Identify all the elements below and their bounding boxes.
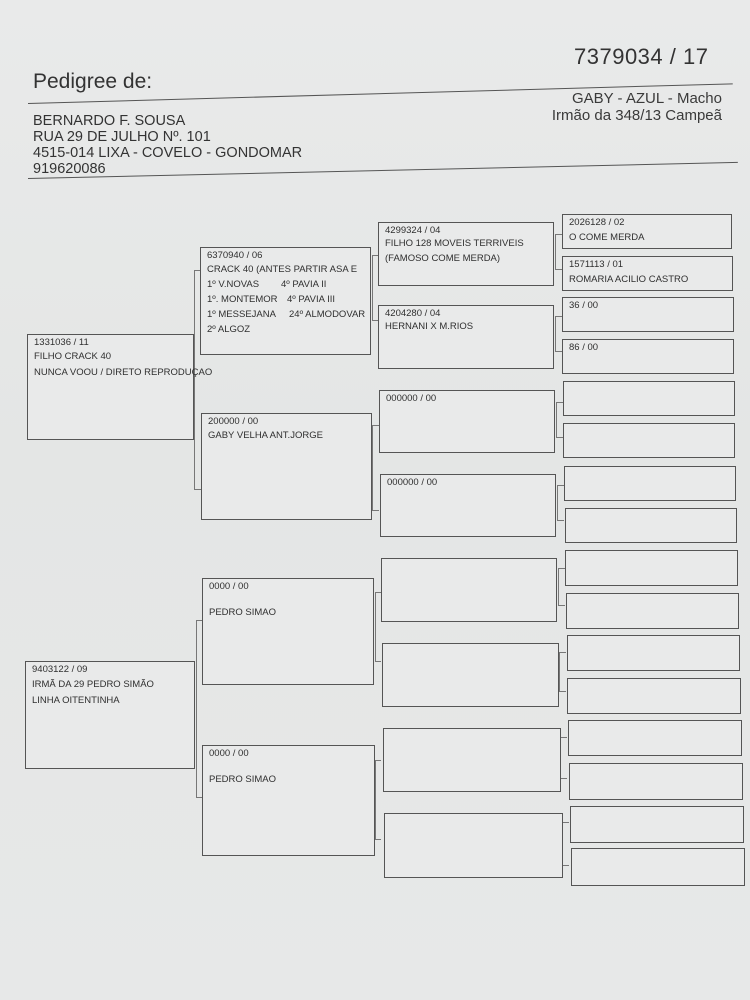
bird-notes: NUNCA VOOU / DIRETO REPRODUÇAO <box>34 367 213 378</box>
achievement-row <box>201 279 370 291</box>
achievement: 1º V.NOVAS <box>207 279 260 290</box>
gen3-box-1 <box>378 222 554 286</box>
gen4-box-6 <box>563 423 735 458</box>
bird-info <box>552 90 722 124</box>
achievement: 1º. MONTEMOR <box>207 294 278 305</box>
ring-number: 4204280 / 04 <box>385 308 441 319</box>
gen4-box-11 <box>567 635 740 671</box>
gen4-box-4 <box>562 339 734 374</box>
sire-box <box>27 334 213 440</box>
sire-dam-box <box>201 413 372 520</box>
bird-notes: LINHA OITENTINHA <box>32 695 120 706</box>
dam-sire-box <box>202 578 374 685</box>
connector-g3-8 <box>562 822 569 866</box>
bird-name: GABY VELHA ANT.JORGE <box>208 430 323 441</box>
gen4-box-15 <box>570 806 744 843</box>
achievement: 24º ALMODOVAR <box>289 309 366 320</box>
gen4-box-2 <box>562 256 733 291</box>
bird-name: PEDRO SIMAO <box>209 774 277 785</box>
ring-number: 1331036 / 11 <box>34 337 89 348</box>
ring-number: 86 / 00 <box>569 342 599 353</box>
gen4-box-1 <box>562 214 732 249</box>
ring-number: 36 / 00 <box>569 300 599 311</box>
connector-g3-5 <box>558 568 565 606</box>
sire-sire-box <box>200 247 371 355</box>
achievement: 4º PAVIA III <box>287 294 336 305</box>
ring-number: 1571113 / 01 <box>569 259 624 270</box>
achievement: 1º MESSEJANA <box>207 309 276 320</box>
owner-block <box>33 113 302 177</box>
connector-g3-7 <box>560 737 567 779</box>
connector-g3-6 <box>559 652 566 692</box>
gen3-box-7 <box>383 728 561 792</box>
gen4-box-12 <box>567 678 741 714</box>
gen4-box-13 <box>568 720 742 756</box>
ring-number: 000000 / 00 <box>386 393 437 404</box>
connector-sd <box>372 425 379 511</box>
ring-number: 9403122 / 09 <box>32 664 88 675</box>
gen3-box-5 <box>381 558 557 622</box>
gen4-box-9 <box>565 550 738 586</box>
owner-city: 4515-014 LIXA - COVELO - GONDOMAR <box>33 145 303 161</box>
bird-name: FILHO CRACK 40 <box>34 351 112 362</box>
connector-g3-3 <box>556 402 563 438</box>
dam-box <box>25 661 195 769</box>
ring-number: 4299324 / 04 <box>385 225 441 236</box>
ring-number: 2026128 / 02 <box>569 217 625 228</box>
achievement: 4º PAVIA II <box>281 279 327 290</box>
ring-number: 200000 / 00 <box>208 416 259 427</box>
bird-name: CRACK 40 (ANTES PARTIR ASA E <box>207 264 358 275</box>
achievement-row <box>201 294 370 306</box>
gen3-box-4 <box>380 474 556 537</box>
ring-number: 6370940 / 06 <box>207 250 263 261</box>
bird-name: IRMÃ DA 29 PEDRO SIMÃO <box>32 679 154 690</box>
bird-relation: Irmão da 348/13 Campeã <box>551 107 722 124</box>
gen4-box-14 <box>569 763 743 800</box>
connector-g3-1 <box>555 234 562 270</box>
gen3-box-6 <box>382 643 559 707</box>
gen4-box-10 <box>566 593 739 629</box>
gen4-box-3 <box>562 297 734 332</box>
bird-description: GABY - AZUL - Macho <box>571 90 722 107</box>
gen4-box-5 <box>563 381 735 416</box>
page-title: Pedigree de: <box>33 70 153 93</box>
gen3-box-3 <box>379 390 555 453</box>
bird-name: O COME MERDA <box>569 232 645 243</box>
gen3-box-2 <box>378 305 554 369</box>
bird-name: FILHO 128 MOVEIS TERRIVEIS <box>385 238 524 249</box>
gen4-box-8 <box>565 508 737 543</box>
bird-notes: (FAMOSO COME MERDA) <box>385 253 501 264</box>
connector-g3-4 <box>557 485 564 521</box>
achievement: 2º ALGOZ <box>207 324 251 335</box>
owner-street: RUA 29 DE JULHO Nº. 101 <box>33 129 211 145</box>
gen3-box-8 <box>384 813 563 878</box>
gen4-box-16 <box>571 848 745 886</box>
bird-name: ROMARIA ACILIO CASTRO <box>569 274 689 285</box>
achievement-row <box>201 309 370 321</box>
owner-name: BERNARDO F. SOUSA <box>33 113 186 129</box>
connector-dd <box>375 760 381 840</box>
bird-name: HERNANI X M.RIOS <box>385 321 474 332</box>
owner-phone: 919620086 <box>33 161 106 177</box>
connector-g3-2 <box>555 316 562 352</box>
ring-number: 0000 / 00 <box>209 581 249 592</box>
bird-name: PEDRO SIMAO <box>209 607 277 618</box>
reference-number: 7379034 / 17 <box>574 44 709 69</box>
gen4-box-7 <box>564 466 736 501</box>
ring-number: 000000 / 00 <box>387 477 438 488</box>
ring-number: 0000 / 00 <box>209 748 249 759</box>
dam-dam-box <box>202 745 375 856</box>
